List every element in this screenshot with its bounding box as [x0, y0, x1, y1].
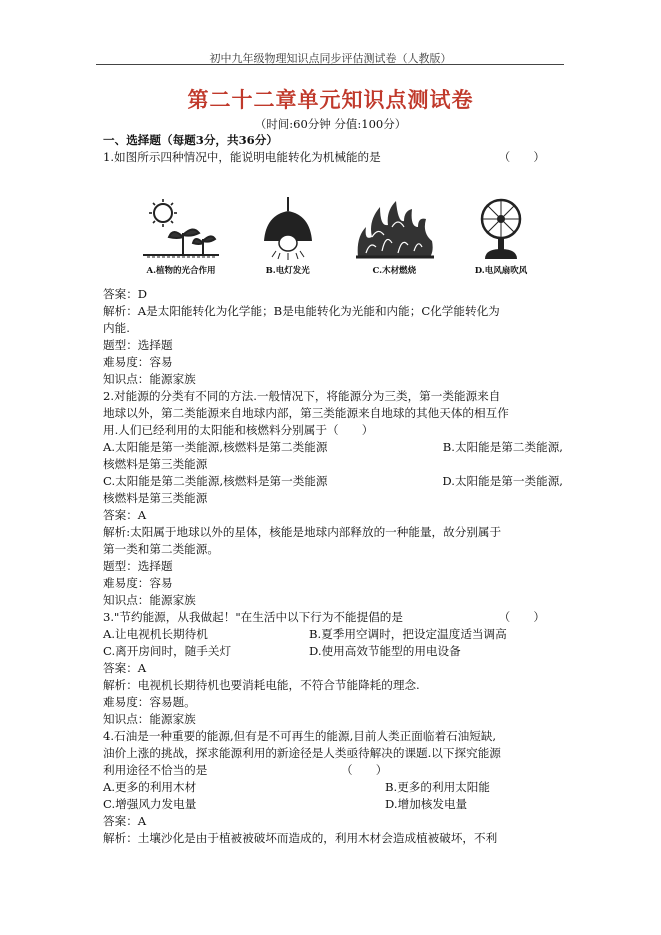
q2-option-c: C.太阳能是第二类能源,核燃料是第一类能源: [103, 474, 328, 488]
plant-photosynthesis-icon: [139, 197, 223, 261]
q3-stem: 3."节约能源，从我做起！"在生活中以下行为不能提倡的是: [103, 610, 403, 624]
q4-stem-2: 油价上涨的挑战，探求能源利用的新途径是人类亟待解决的课题.以下探究能源: [103, 746, 501, 760]
q2-options-cd: [103, 473, 563, 490]
q1-type: 题型：选择题: [103, 338, 173, 352]
figure-d-caption: D.电风扇吹风: [474, 266, 528, 276]
q1-analysis-2: 内能.: [103, 321, 130, 335]
q4-analysis: 解析：土壤沙化是由于植被被破坏而造成的，利用木材会造成植被破坏，不利: [103, 831, 498, 845]
q2-difficulty: 难易度：容易: [103, 576, 173, 590]
figure-b-caption: B.电灯发光: [265, 266, 310, 276]
q4-options-cd: [103, 796, 563, 813]
q2-option-b: B.太阳能是第二类能源,: [442, 440, 563, 454]
q2-knowledge-point: 知识点：能源家族: [103, 593, 196, 607]
exam-body: [103, 132, 563, 847]
q2-options-ab: [103, 439, 563, 456]
q1-stem-row: [103, 149, 563, 166]
q2-analysis-1: 解析:太阳属于地球以外的星体，核能是地球内部释放的一种能量，故分别属于: [103, 525, 502, 539]
q4-stem-3: 利用途径不恰当的是: [103, 763, 208, 777]
page-title: 第二十二章单元知识点测试卷: [187, 87, 474, 112]
q2-type: 题型：选择题: [103, 559, 173, 573]
q2-option-a: A.太阳能是第一类能源,核燃料是第二类能源: [103, 440, 328, 454]
q3-answer: 答案：A: [103, 661, 147, 675]
figure-d: [451, 197, 551, 280]
q3-difficulty: 难易度：容易题。: [103, 695, 196, 709]
q1-knowledge-point: 知识点：能源家族: [103, 372, 196, 386]
q4-option-b: B.更多的利用太阳能: [385, 780, 490, 794]
q4-stem-3-row: [103, 762, 563, 779]
light-bulb-icon: [258, 197, 318, 261]
q3-option-a: A.让电视机长期待机: [103, 627, 208, 641]
q2-option-d-cont: 核燃料是第三类能源: [103, 491, 208, 505]
q4-options-ab: [103, 779, 563, 796]
q3-option-c: C.离开房间时，随手关灯: [103, 644, 232, 658]
electric-fan-icon: [471, 197, 531, 261]
q3-stem-row: [103, 609, 563, 626]
q4-answer-bracket: （ ）: [341, 763, 388, 777]
q3-answer-bracket: （ ）: [498, 610, 545, 624]
q2-stem-3: 用.人们已经利用的太阳能和核燃料分别属于（ ）: [103, 423, 374, 437]
q4-stem-1: 4.石油是一种重要的能源,但有是不可再生的能源,目前人类正面临着石油短缺,: [103, 729, 497, 743]
q2-stem-2: 地球以外，第二类能源来自地球内部，第三类能源来自地球的其他天体的相互作: [103, 406, 509, 420]
section-heading: 一、选择题（每题3分，共36分）: [103, 133, 278, 147]
q2-stem-1: 2.对能源的分类有不同的方法.一般情况下，将能源分为三类，第一类能源来自: [103, 389, 501, 403]
q4-answer: 答案：A: [103, 814, 147, 828]
q4-option-d: D.增加核发电量: [385, 797, 468, 811]
q4-option-c: C.增强风力发电量: [103, 797, 197, 811]
figure-c: [344, 197, 444, 280]
q2-option-d: D.太阳能是第一类能源,: [442, 474, 563, 488]
q1-difficulty: 难易度：容易: [103, 355, 173, 369]
q3-option-d: D.使用高效节能型的用电设备: [309, 644, 461, 658]
q1-answer: 答案：D: [103, 287, 148, 301]
q2-analysis-2: 第一类和第二类能源。: [103, 542, 219, 556]
header-rule: [96, 64, 564, 65]
figure-a-caption: A.植物的光合作用: [146, 266, 216, 276]
burning-wood-icon: [352, 197, 436, 261]
q3-analysis: 解析：电视机长期待机也要消耗电能，不符合节能降耗的理念.: [103, 678, 420, 692]
q2-option-b-cont: 核燃料是第三类能源: [103, 457, 208, 471]
q4-option-a: A.更多的利用木材: [103, 780, 197, 794]
q1-answer-bracket: （ ）: [498, 150, 545, 164]
q3-options-cd: [103, 643, 563, 660]
figure-b: [238, 197, 338, 280]
q1-stem: 1.如图所示四种情况中，能说明电能转化为机械能的是: [103, 150, 381, 164]
q3-option-b: B.夏季用空调时，把设定温度适当调高: [309, 627, 507, 641]
exam-subtitle: （时间:60分钟 分值:100分）: [254, 117, 407, 131]
page-header: 初中九年级物理知识点同步评估测试卷（人教版）: [209, 52, 452, 65]
q3-knowledge-point: 知识点：能源家族: [103, 712, 196, 726]
figure-c-caption: C.木材燃烧: [372, 266, 417, 276]
figure-a: [131, 197, 231, 280]
q2-answer: 答案：A: [103, 508, 147, 522]
q3-options-ab: [103, 626, 563, 643]
q1-analysis-1: 解析：A是太阳能转化为化学能；B是电能转化为光能和内能；C化学能转化为: [103, 304, 500, 318]
q1-figure: [131, 180, 551, 280]
